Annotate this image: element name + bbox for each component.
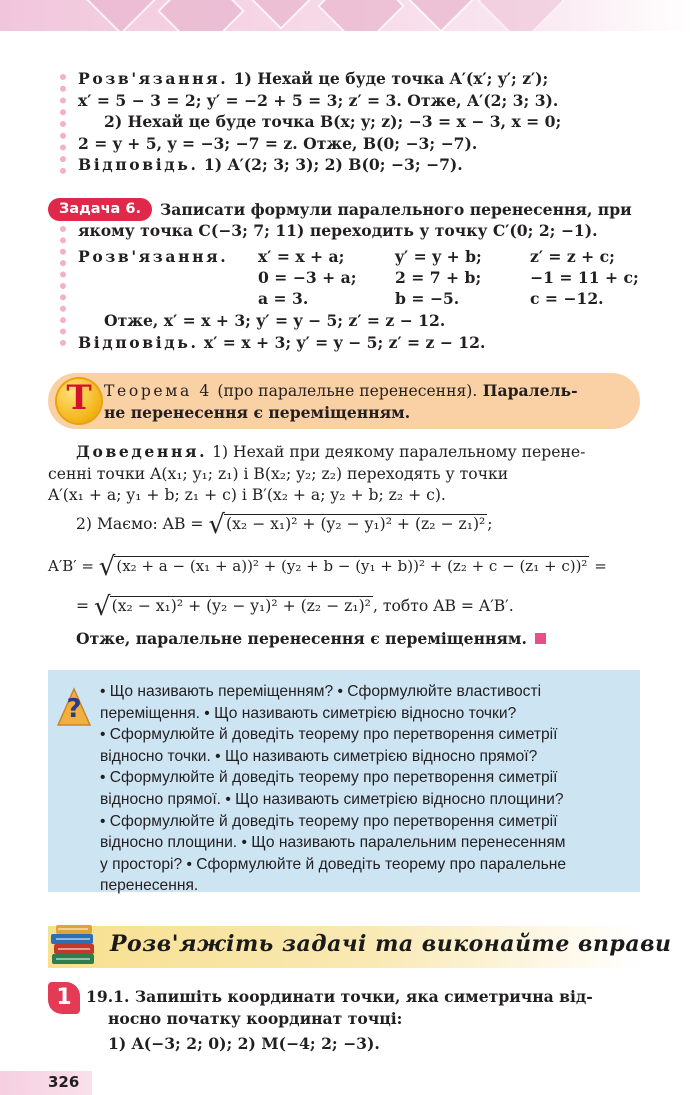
exercise xyxy=(86,986,640,1055)
task-badge: Задача 6. xyxy=(48,198,152,221)
grid-cell: y′ = y + b; xyxy=(395,247,482,266)
task-conclusion xyxy=(78,310,643,353)
grid-cell: −1 = 11 + c; xyxy=(530,268,639,287)
books-icon xyxy=(48,920,100,972)
question-line: відносно точки. • Що називають симетрією відносно прямої? xyxy=(100,747,538,765)
level-badge: 1 xyxy=(48,982,80,1014)
proof-line: 1) Нехай при деякому паралельному перене- xyxy=(212,443,586,461)
radicand: (x₂ + a − (x₁ + a))² + (y₂ + b − (y₁ + b))² + (z₂ + c − (z₁ + c))² xyxy=(116,557,588,575)
proof-line: A′(x₁ + a; y₁ + b; z₁ + c) і B′(x₂ + a; y₂ + b; z₂ + c). xyxy=(48,486,446,504)
formula-end: ; xyxy=(487,515,493,533)
solution-line: 2) Нехай це буде точка B(x; y; z); −3 = x − 3, x = 0; xyxy=(104,112,562,131)
formula-end: = xyxy=(594,557,607,575)
margin-dots xyxy=(60,226,66,346)
formula-end: , тобто AB = A′B′. xyxy=(372,597,514,615)
answer-label: Відповідь. xyxy=(78,155,199,174)
solution-line: 2 = y + 5, y = −3; −7 = z. Отже, B(0; −3; −7). xyxy=(78,133,478,153)
page-number-bar xyxy=(0,1071,92,1095)
question-line: переміщення. • Що називають симетрією відносно точки? xyxy=(100,704,517,722)
svg-text:?: ? xyxy=(66,694,82,724)
solution-line: 1) Нехай це буде точка A′(x′; y′; z′); xyxy=(233,69,549,88)
formula-prefix: A′B′ = xyxy=(48,557,95,575)
solution-label: Розв'язання. xyxy=(78,247,229,266)
grid-cell: a = 3. xyxy=(258,289,309,308)
page-number: 326 xyxy=(48,1073,80,1091)
grid-cell: z′ = z + c; xyxy=(530,247,615,266)
task-statement xyxy=(160,199,640,221)
question-line: перенесення. xyxy=(100,877,199,895)
answer-label: Відповідь. xyxy=(78,332,199,352)
question-line: • Сформулюйте й доведіть теорему про перетворення симетрії xyxy=(100,726,558,744)
task-statement-cont xyxy=(78,220,643,242)
theorem-icon xyxy=(57,379,101,423)
exercise-items: 1) A(−3; 2; 0); 2) M(−4; 2; −3). xyxy=(108,1034,380,1053)
solution-prev xyxy=(78,68,643,176)
proof-conclusion: Отже, паралельне перенесення є переміщенням. xyxy=(76,629,527,648)
sqrt-icon: √ xyxy=(94,592,111,622)
answer-text: 1) A′(2; 3; 3); 2) B(0; −3; −7). xyxy=(203,155,463,174)
formula-prefix: 2) Маємо: AB = xyxy=(76,515,204,533)
question-line: • Сформулюйте й доведіть теорему про перетворення симетрії xyxy=(100,769,558,787)
grid-cell: 0 = −3 + a; xyxy=(258,268,357,287)
question-mark-icon xyxy=(54,683,94,729)
grid-cell: b = −5. xyxy=(395,289,460,308)
proof-formula-ab xyxy=(76,510,641,540)
radicand: (x₂ − x₁)² + (y₂ − y₁)² + (z₂ − z₁)² xyxy=(111,597,371,615)
formula-prefix: = xyxy=(76,597,90,615)
end-of-proof-icon xyxy=(535,633,546,644)
theorem-icon-letter: T xyxy=(66,378,92,418)
conclusion-line: Отже, x′ = x + 3; y′ = y − 5; z′ = z − 12. xyxy=(104,311,446,330)
grid-cell: 2 = 7 + b; xyxy=(395,268,482,287)
proof-label: Доведення. xyxy=(76,442,208,461)
proof-conclusion-row xyxy=(76,628,641,650)
question-line: відносно площини. • Що називають паралельним перенесенням xyxy=(100,834,566,852)
task-line: якому точка C(−3; 7; 11) переходить у точку C′(0; 2; −1). xyxy=(78,221,598,240)
question-line: у просторі? • Сформулюйте й доведіть теорему про паралельне xyxy=(100,855,566,873)
proof-formula-a1b1 xyxy=(48,552,640,582)
question-line: • Сформулюйте й доведіть теорему про перетворення симетрії xyxy=(100,812,558,830)
question-line: • Що називають переміщенням? • Сформулюйте властивості xyxy=(100,683,542,700)
exercise-number: 19.1. xyxy=(86,987,130,1006)
task-line: Записати формули паралельного перенесення, при xyxy=(160,200,632,219)
exercise-line: Запишіть координати точки, яка симетрична від- xyxy=(134,987,593,1006)
proof xyxy=(48,441,640,507)
radicand: (x₂ − x₁)² + (y₂ − y₁)² + (z₂ − z₁)² xyxy=(225,515,486,533)
solution-label: Розв'язання. xyxy=(78,69,229,88)
theorem-statement: Паралель- xyxy=(482,381,578,400)
exercise-line: носно початку координат точці: xyxy=(108,1008,403,1028)
theorem-paren: (про паралельне перенесення). xyxy=(217,382,478,400)
proof-formula-result xyxy=(76,592,641,622)
theorem-label: Теорема 4 xyxy=(104,382,212,400)
theorem-statement: не перенесення є переміщенням. xyxy=(104,403,411,422)
margin-dots xyxy=(60,74,66,174)
section-title: Розв'яжіть задачі та виконайте вправи xyxy=(110,931,672,957)
theorem-text xyxy=(104,380,634,423)
answer-text: x′ = x + 3; y′ = y − 5; z′ = z − 12. xyxy=(203,332,486,352)
question-line: відносно прямої. • Що називають симетрією відносно площини? xyxy=(100,790,564,808)
questions-list xyxy=(100,681,632,897)
sqrt-icon: √ xyxy=(98,552,116,582)
proof-line: сенні точки A(x₁; y₁; z₁) і B(x₂; y₂; z₂) переходять у точки xyxy=(48,464,509,483)
header-banner xyxy=(0,0,695,31)
solution-line: x′ = 5 − 3 = 2; y′ = −2 + 5 = 3; z′ = 3. Отже, A′(2; 3; 3). xyxy=(78,90,559,110)
sqrt-icon: √ xyxy=(208,510,225,540)
grid-cell: c = −12. xyxy=(530,289,604,308)
grid-cell: x′ = x + a; xyxy=(258,247,345,266)
